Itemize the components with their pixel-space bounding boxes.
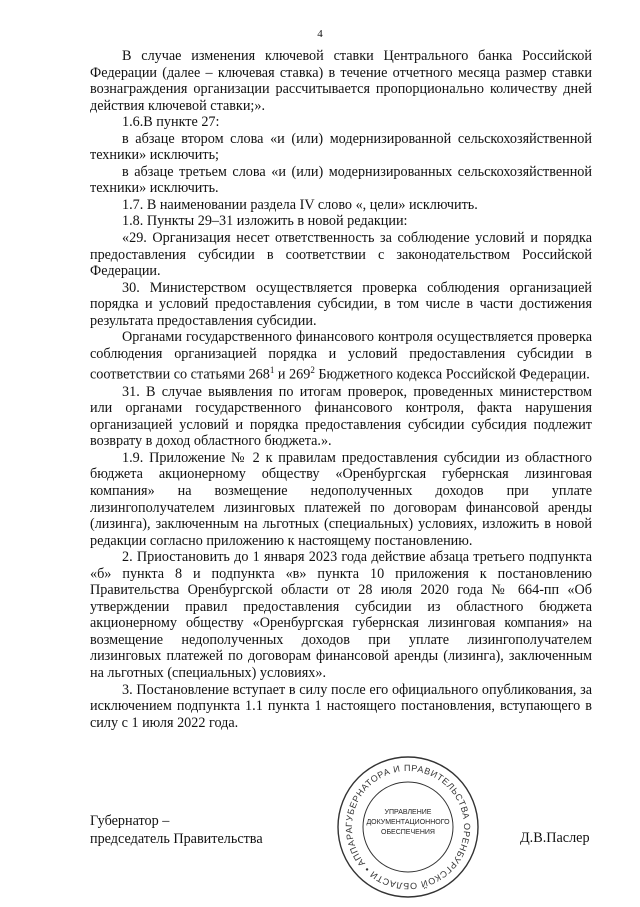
paragraph-1-7: 1.7. В наименовании раздела IV слово «, цели» исключить.: [122, 196, 478, 213]
paragraph-abzac-2: в абзаце втором слова «и (или) модернизированной сельскохозяйственной техники» исключить;: [90, 130, 592, 164]
stamp-center-text: [358, 808, 458, 838]
signature-title-line2: председатель Правительства: [90, 831, 263, 847]
stamp-line-3: ОБЕСПЕЧЕНИЯ: [381, 829, 435, 836]
document-body: [90, 48, 592, 731]
paragraph-key-rate: В случае изменения ключевой ставки Центрального банка Российской Федерации (далее – ключевая ставка) в течение отчетного месяца размер ставки вознаграждения организации рассчитывается пропорционально количеству дней действия ключевой ставки;».: [90, 48, 592, 114]
signature-title: [90, 812, 263, 848]
official-stamp: [333, 752, 483, 902]
paragraph-financial-control: Органами государственного финансового контроля осуществляется проверка соблюдения организацией порядка и условий предоставления субсидии в соответствии со статьями $268^1$ и $269^2$ Бюджетного кодекса Российской Федерации.: [90, 329, 592, 384]
paragraph-30: 30. Министерством осуществляется проверка соблюдения организацией порядка и условий предоставления субсидии, в том числе в части достижения результата предоставления субсидии.: [90, 279, 592, 329]
paragraph-31: 31. В случае выявления по итогам проверок, проведенных министерством или органами государственного финансового контроля, факта нарушения организацией условий и порядка предоставления субсидии субсидия подлежит возврату в доход областного бюджета.».: [90, 383, 592, 450]
paragraph-1-6: 1.6.В пункте 27:: [122, 114, 220, 131]
signature-title-line1: Губернатор –: [90, 813, 170, 829]
superscript-2: 2: [310, 365, 315, 376]
paragraph-3: 3. Постановление вступает в силу после его официального опубликования, за исключением подпункта 1.1 пункта 1 настоящего постановления, вступающего в силу с 1 июля 2022 года.: [90, 681, 592, 731]
stamp-line-1: УПРАВЛЕНИЕ: [384, 809, 432, 816]
page-number: 4: [317, 28, 323, 40]
stamp-line-2: ДОКУМЕНТАЦИОННОГО: [366, 819, 450, 826]
paragraph-2: 2. Приостановить до 1 января 2023 года действие абзаца третьего подпункта «б» пункта 8 и подпункта «в» пункта 10 приложения к постановлению Правительства Оренбургской области от 28 июля 2020 года № 664-пп «Об утверждении правил предоставления субсидии из областного бюджета акционерному обществу «Оренбургская губернская лизинговая компания» на возмещение недополученных доходов при уплате лизингополучателем лизинговых платежей по договорам финансовой аренды (лизинга), заключенным на льготных (специальных) условиях».: [90, 549, 592, 681]
superscript-1: 1: [269, 365, 275, 376]
stamp-ring-text: ГУБЕРНАТОРА И ПРАВИТЕЛЬСТВА ОРЕНБУРГСКОЙ ОБЛАСТИ • АППАРА: [343, 762, 473, 892]
paragraph-abzac-3: в абзаце третьем слова «и (или) модернизированных сельскохозяйственной техники» исключить.: [90, 163, 592, 197]
signature-name: Д.В.Паслер: [520, 830, 590, 846]
paragraph-29: «29. Организация несет ответственность за соблюдение условий и порядка предоставления субсидии в соответствии с законодательством Российской Федерации.: [90, 230, 592, 280]
paragraph-1-8: 1.8. Пункты 29–31 изложить в новой редакции:: [122, 213, 408, 230]
paragraph-1-9: 1.9. Приложение № 2 к правилам предоставления субсидии из областного бюджета акционерному обществу «Оренбургская губернская лизинговая компания» на возмещение недополученных доходов при уплате лизингополучателем лизинговых платежей по договорам финансовой аренды (лизинга), заключенным на льготных (специальных) условиях, изложить в новой редакции согласно приложению к настоящему постановлению.: [90, 449, 592, 549]
